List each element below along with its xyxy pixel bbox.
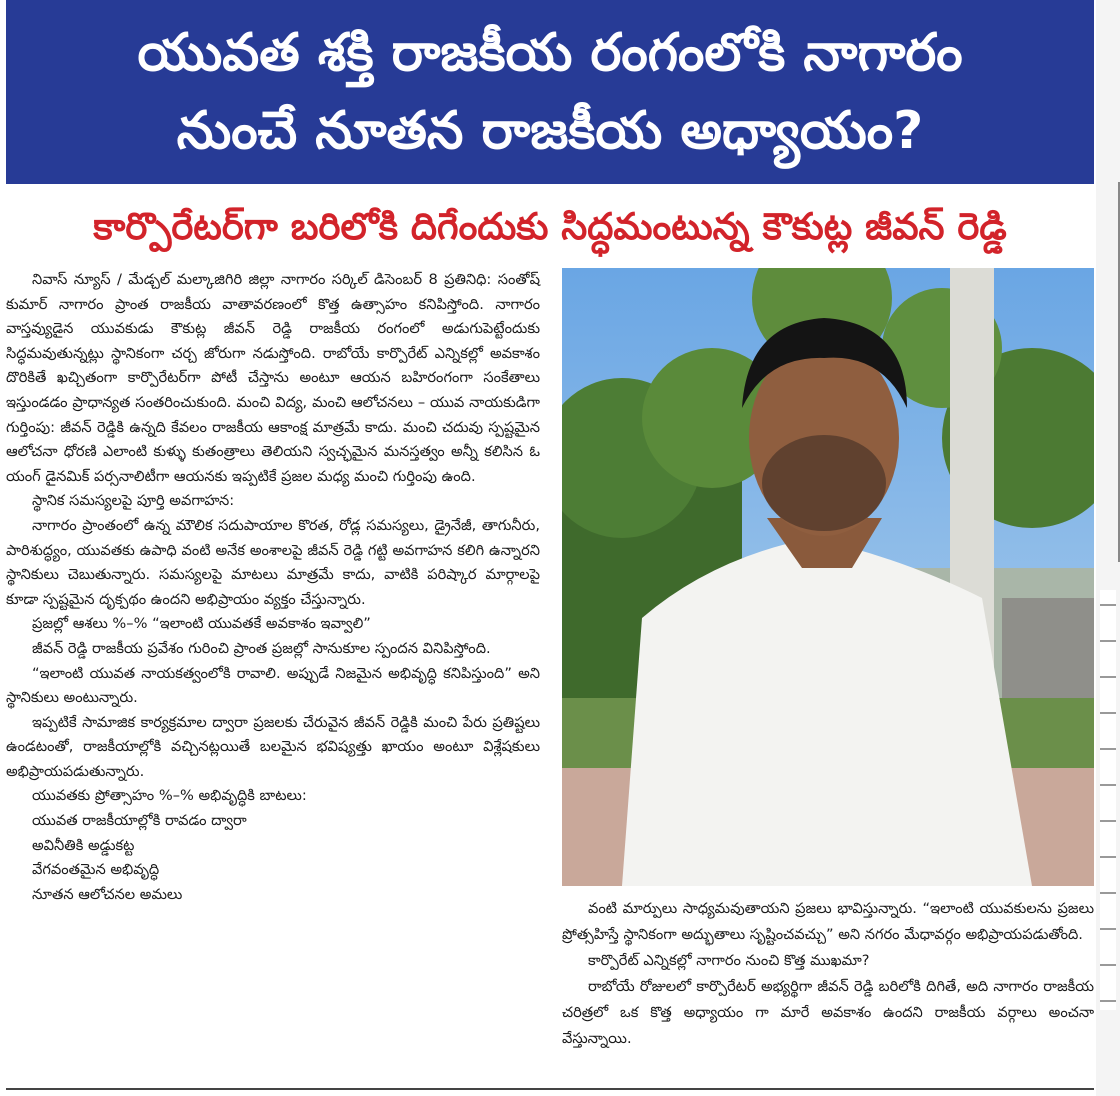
subheadline: కార్పొరేటర్‌గా బరిలోకి దిగేందుకు సిద్ధమంటున్న కౌకుట్ల జీవన్ రెడ్డి [93,205,1007,248]
list-item: యువత రాజకీయాల్లోకి రావడం ద్వారా [32,812,247,830]
paragraph-continued: వంటి మార్పులు సాధ్యమవుతాయని ప్రజలు భావిస్తున్నారు. “ఇలాంటి యువకులను ప్రజలు ప్రోత్సహిస్తే స్థానికంగా అద్భుతాలు సృష్టించవచ్చు” అని నగరం మేధావర్గం అభిప్రాయపడుతోంది. [562,900,1094,943]
lead-paragraph: నివాస్ న్యూస్ / మేడ్చల్ మల్కాజిగిరి జిల్లా నాగారం సర్కిల్ డిసెంబర్ 8 ప్రతినిధి: సంతోష్ కుమార్ నాగారం ప్రాంత రాజకీయ వాతావరణంలో కొత్త ఉత్సాహం కనిపిస్తోంది. నాగారం వాస్తవ్యుడైన యువకుడు కౌకుట్ల జీవన్ రెడ్డి రాజకీయ రంగంలో అడుగుపెట్టేందుకు సిద్ధమవుతున్నట్లు స్థానికంగా చర్చ జోరుగా నడుస్తోంది. రాబోయే కార్పొరేట్ ఎన్నికల్లో అవకాశం దొరికితే ఖచ్చితంగా కార్పొరేటర్‌గా పోటీ చేస్తాను అంటూ ఆయన బహిరంగంగా సంకేతాలు ఇస్తుండడం ప్రాధాన్యత సంతరించుకుంది. మంచి విద్య, మంచి ఆలోచనలు – యువ నాయకుడిగా గుర్తింపు: జీవన్ రెడ్డికి ఉన్నది కేవలం రాజకీయ ఆకాంక్ష మాత్రమే కాదు. మంచి చదువు స్పష్టమైన ఆలోచనా ధోరణి ఎలాంటి కుళ్ళు కుతంత్రాలు తెలియని స్వచ్ఛమైన మనస్తత్వం అన్నీ కలిసిన ఓ యంగ్ డైనమిక్ పర్సనాలిటీగా ఆయనకు ఇప్పటికే ప్రజల మధ్య మంచి గుర్తింపు ఉంది. [6,271,540,485]
article-left-column [6,268,540,907]
list-item: వేగవంతమైన అభివృద్ధి [32,861,160,879]
section-heading-local-issues: స్థానిక సమస్యలపై పూర్తి అవగాహన: [32,492,235,510]
headline-line-2: నుంచే నూతన రాజకీయ అధ్యాయం? [176,101,924,161]
quote-paragraph: “ఇలాంటి యువత నాయకత్వంలోకి రావాలి. అప్పుడే నిజమైన అభివృద్ధి కనిపిస్తుంది” అని స్థానికులు అంటున్నారు. [6,664,540,707]
section-heading-public-hopes: ప్రజల్లో ఆశలు %–% “ఇలాంటి యువతకే అవకాశం ఇవ్వాలి” [32,615,371,633]
list-item: నూతన ఆలోచనల అమలు [32,885,183,903]
paragraph-analysts: ఇప్పటికే సామాజిక కార్యక్రమాల ద్వారా ప్రజలకు చేరువైన జీవన్ రెడ్డికి మంచి పేరు ప్రతిష్టలు ఉండటంతో, రాజకీయాల్లోకి వచ్చినట్లయితే బలమైన భవిష్యత్తు ఖాయం అంటూ విశ్లేషకులు అభిప్రాయపడుతున్నారు. [6,713,540,780]
headline-banner [6,0,1094,184]
person-photo [562,268,1094,886]
paragraph-public-response: జీవన్ రెడ్డి రాజకీయ ప్రవేశం గురించి ప్రాంత ప్రజల్లో సానుకూల స్పందన వినిపిస్తోంది. [32,639,491,657]
headline-line-1: యువత శక్తి రాజకీయ రంగంలోకి నాగారం [137,23,963,83]
paragraph-local-issues: నాగారం ప్రాంతంలో ఉన్న మౌలిక సదుపాయాల కొరత, రోడ్ల సమస్యలు, డ్రైనేజీ, తాగునీరు, పారిశుద్ధ్యం, యువతకు ఉపాధి వంటి అనేక అంశాలపై జీవన్ రెడ్డి గట్టి అవగాహన కలిగి ఉన్నారని స్థానికులు చెబుతున్నారు. సమస్యలపై మాటలు మాత్రమే కాదు, వాటికి పరిష్కార మార్గాలపై కూడా స్పష్టమైన దృక్పథం ఉందని అభిప్రాయం వ్యక్తం చేస్తున్నారు. [6,516,540,608]
list-item: అవినీతికి అడ్డుకట్ట [32,836,135,854]
paragraph-closing: రాబోయే రోజులలో కార్పొరేటర్ అభ్యర్థిగా జీవన్ రెడ్డి బరిలోకి దిగితే, అది నాగారం రాజకీయ చరిత్రలో ఒక కొత్త అధ్యాయం గా మారే అవకాశం ఉందని రాజకీయ వర్గాలు అంచనా వేస్తున్నాయి. [562,978,1094,1047]
article-right-column [562,896,1094,1052]
adjacent-article-strip [1096,0,1120,1096]
section-heading-youth: యువతకు ప్రోత్సాహం %–% అభివృద్ధికి బాటలు: [32,787,307,805]
section-heading-new-face: కార్పొరేట్ ఎన్నికల్లో నాగారం నుంచి కొత్త ముఖమా? [588,952,870,969]
adjacent-text-edge [1100,590,1116,1010]
bottom-divider [6,1088,1094,1090]
